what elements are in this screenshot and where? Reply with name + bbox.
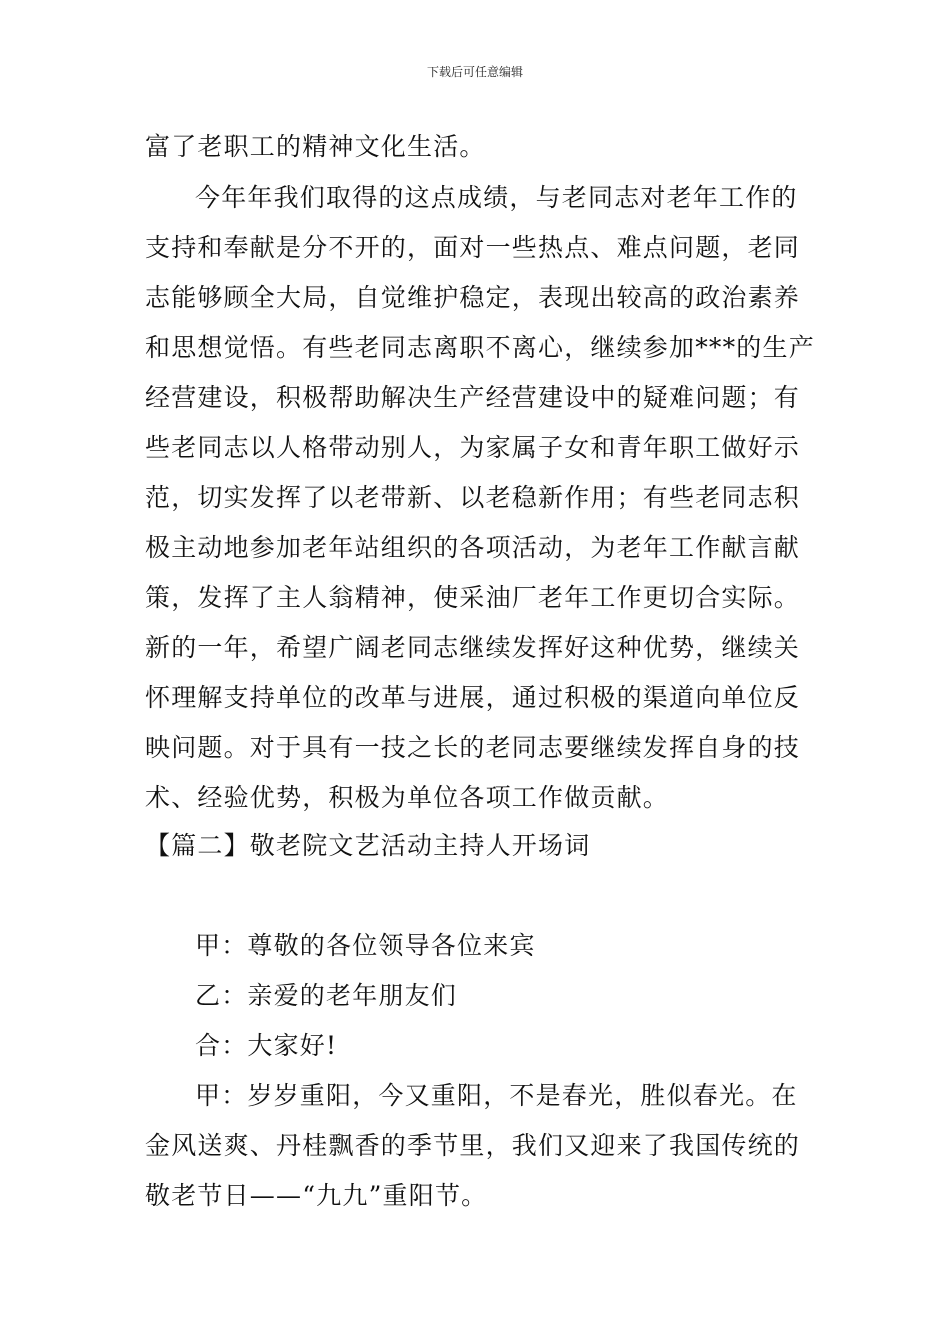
text-line: 支持和奉献是分不开的，面对一些热点、难点问题，老同 — [145, 233, 801, 262]
text-line: 术、经验优势，积极为单位各项工作做贡献。 — [145, 783, 670, 812]
text-line: 金风送爽、丹桂飘香的季节里，我们又迎来了我国传统的 — [145, 1131, 801, 1160]
text-line: 和思想觉悟。有些老同志离职不离心，继续参加***的生产 — [145, 333, 815, 362]
text-line: 敬老节日——“九九”重阳节。 — [145, 1181, 488, 1210]
text-line: 富了老职工的精神文化生活。 — [145, 132, 486, 161]
text-line: 甲：尊敬的各位领导各位来宾 — [195, 931, 536, 960]
text-line: 极主动地参加老年站组织的各项活动，为老年工作献言献 — [145, 533, 801, 562]
text-line: 策，发挥了主人翁精神，使采油厂老年工作更切合实际。 — [145, 583, 801, 612]
text-line: 经营建设，积极帮助解决生产经营建设中的疑难问题；有 — [145, 383, 801, 412]
text-line: 合：大家好! — [195, 1031, 338, 1060]
text-line: 新的一年，希望广阔老同志继续发挥好这种优势，继续关 — [145, 633, 801, 662]
text-line: 今年年我们取得的这点成绩，与老同志对老年工作的 — [195, 183, 798, 212]
page-header: 下载后可任意编辑 — [426, 65, 523, 79]
text-line: 志能够顾全大局，自觉维护稳定，表现出较高的政治素养 — [145, 283, 801, 312]
text-line: 些老同志以人格带动别人，为家属子女和青年职工做好示 — [145, 433, 801, 462]
text-line: 怀理解支持单位的改革与进展，通过积极的渠道向单位反 — [145, 683, 801, 712]
text-line: 映问题。对于具有一技之长的老同志要继续发挥自身的技 — [145, 733, 801, 762]
text-line: 乙：亲爱的老年朋友们 — [195, 981, 458, 1010]
text-line: 范，切实发挥了以老带新、以老稳新作用；有些老同志积 — [145, 483, 801, 512]
text-line: 甲：岁岁重阳，今又重阳，不是春光，胜似春光。在 — [195, 1081, 798, 1110]
section-heading: 【篇二】敬老院文艺活动主持人开场词 — [145, 831, 591, 860]
